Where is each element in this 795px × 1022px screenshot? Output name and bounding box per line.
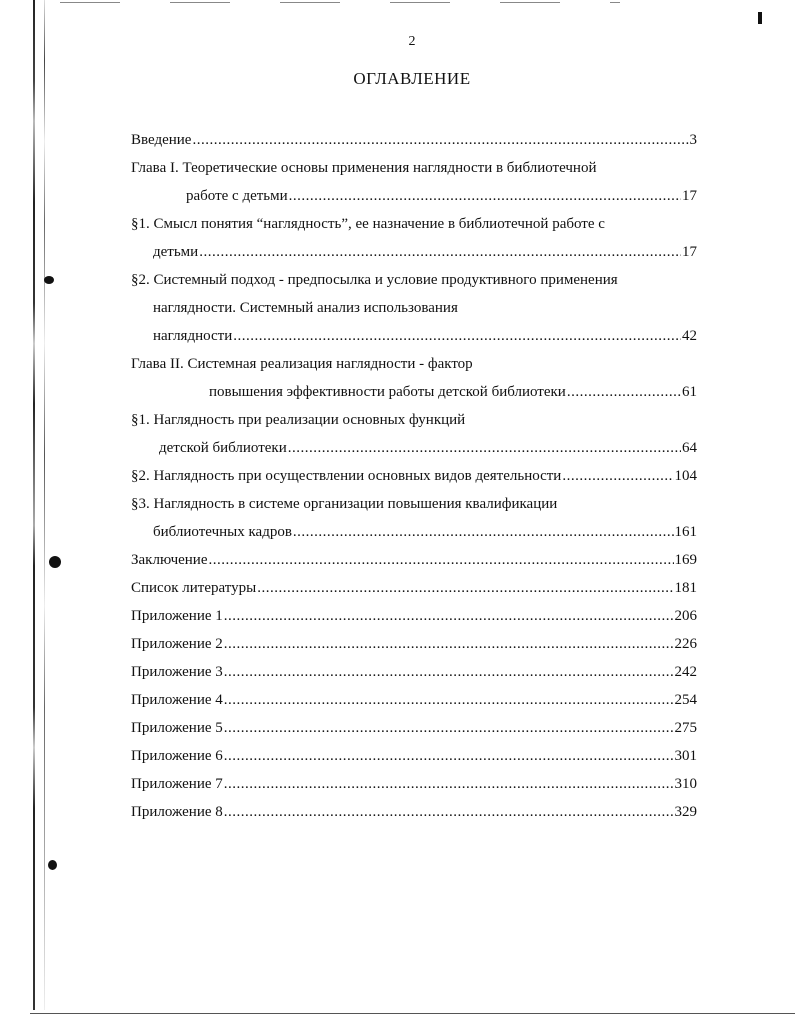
toc-entry-text: §2. Системный подход - предпосылка и условие продуктивного применения <box>131 272 618 288</box>
toc-entry-chapter-1-cont <box>131 182 697 210</box>
toc-entry-bibliography <box>131 574 697 602</box>
toc-entry-text: Приложение 8 <box>131 804 223 820</box>
toc-entry-appendix-8 <box>131 798 697 826</box>
toc-entry-section-1-2 <box>131 266 697 294</box>
toc-entry-text: Приложение 2 <box>131 636 223 652</box>
toc-leader <box>224 630 674 658</box>
scan-artifact-spot <box>49 556 61 568</box>
toc-entry-appendix-6 <box>131 742 697 770</box>
toc-leader <box>209 546 674 574</box>
toc-entry-section-2-1-cont <box>131 434 697 462</box>
toc-entry-chapter-1 <box>131 154 697 182</box>
toc-entry-text: Список литературы <box>131 580 257 596</box>
toc-entry-text: §2. Наглядность при осуществлении основных видов деятельности <box>131 468 562 484</box>
table-of-contents <box>131 126 697 826</box>
page-number: 2 <box>408 34 416 49</box>
toc-entry-appendix-1 <box>131 602 697 630</box>
toc-entry-text: Приложение 7 <box>131 776 223 792</box>
scan-artifact-mark <box>758 12 762 24</box>
toc-entry-appendix-3 <box>131 658 697 686</box>
toc-entry-text: §3. Наглядность в системе организации повышения квалификации <box>131 496 558 512</box>
toc-leader <box>562 462 673 490</box>
toc-entry-text: Глава I. Теоретические основы применения наглядности в библиотечной <box>131 160 597 176</box>
toc-leader <box>224 770 674 798</box>
toc-leader <box>224 686 674 714</box>
toc-entry-text: Заключение <box>131 552 208 568</box>
toc-leader <box>199 238 681 266</box>
toc-leader <box>257 574 673 602</box>
toc-entry-appendix-4 <box>131 686 697 714</box>
toc-entry-text: Приложение 5 <box>131 720 223 736</box>
toc-leader <box>192 126 688 154</box>
toc-entry-section-2-3 <box>131 490 697 518</box>
toc-entry-section-1-1 <box>131 210 697 238</box>
toc-entry-page: 254 <box>674 692 697 708</box>
toc-entry-page: 3 <box>689 132 697 148</box>
toc-entry-text: библиотечных кадров <box>153 524 292 540</box>
toc-leader <box>224 658 674 686</box>
toc-entry-text: §1. Смысл понятия “наглядность”, ее назначение в библиотечной работе с <box>131 216 605 232</box>
toc-entry-appendix-7 <box>131 770 697 798</box>
toc-entry-page: 242 <box>674 664 697 680</box>
toc-entry-text: Приложение 4 <box>131 692 223 708</box>
toc-leader <box>233 322 681 350</box>
toc-entry-chapter-2 <box>131 350 697 378</box>
scan-artifact-bottom <box>30 1013 795 1014</box>
toc-entry-text: наглядности. Системный анализ использования <box>153 300 458 316</box>
toc-entry-text: Приложение 6 <box>131 748 223 764</box>
toc-entry-page: 226 <box>674 636 697 652</box>
toc-entry-page: 169 <box>674 552 697 568</box>
toc-entry-page: 17 <box>682 244 697 260</box>
toc-entry-section-2-1 <box>131 406 697 434</box>
toc-entry-page: 329 <box>674 804 697 820</box>
toc-entry-section-1-2-cont2 <box>131 322 697 350</box>
toc-entry-text: наглядности <box>153 328 233 344</box>
toc-entry-appendix-5 <box>131 714 697 742</box>
toc-entry-page: 310 <box>674 776 697 792</box>
toc-entry-page: 42 <box>682 328 697 344</box>
toc-title: ОГЛАВЛЕНИЕ <box>353 69 471 88</box>
toc-leader <box>224 714 674 742</box>
scan-artifact-left-edge-inner <box>44 0 45 1010</box>
scan-artifact-spot <box>48 860 57 870</box>
toc-entry-conclusion <box>131 546 697 574</box>
toc-entry-page: 275 <box>674 720 697 736</box>
toc-entry-page: 181 <box>674 580 697 596</box>
toc-entry-appendix-2 <box>131 630 697 658</box>
toc-entry-section-2-2 <box>131 462 697 490</box>
toc-leader <box>224 602 674 630</box>
toc-entry-text: работе с детьми <box>186 188 288 204</box>
toc-entry-page: 61 <box>682 384 697 400</box>
toc-entry-page: 161 <box>674 524 697 540</box>
toc-leader <box>224 742 674 770</box>
toc-entry-section-1-1-cont <box>131 238 697 266</box>
toc-leader <box>293 518 674 546</box>
toc-entry-introduction <box>131 126 697 154</box>
toc-entry-text: Введение <box>131 132 192 148</box>
toc-entry-text: Глава II. Системная реализация наглядности - фактор <box>131 356 473 372</box>
toc-entry-text: детьми <box>153 244 199 260</box>
scan-artifact-spot <box>44 276 54 284</box>
toc-leader <box>289 182 681 210</box>
toc-entry-section-2-3-cont <box>131 518 697 546</box>
toc-entry-page: 206 <box>674 608 697 624</box>
toc-entry-page: 64 <box>682 440 697 456</box>
toc-entry-page: 17 <box>682 188 697 204</box>
toc-entry-page: 104 <box>674 468 697 484</box>
scan-artifact-top <box>60 2 620 3</box>
toc-entry-page: 301 <box>674 748 697 764</box>
scan-artifact-left-edge <box>33 0 35 1010</box>
toc-entry-chapter-2-cont <box>131 378 697 406</box>
toc-entry-section-1-2-cont <box>131 294 697 322</box>
toc-entry-text: повышения эффективности работы детской библиотеки <box>209 384 566 400</box>
toc-leader <box>567 378 681 406</box>
toc-entry-text: Приложение 1 <box>131 608 223 624</box>
toc-leader <box>288 434 681 462</box>
toc-entry-text: §1. Наглядность при реализации основных функций <box>131 412 466 428</box>
toc-entry-text: Приложение 3 <box>131 664 223 680</box>
toc-entry-text: детской библиотеки <box>159 440 287 456</box>
toc-leader <box>224 798 674 826</box>
